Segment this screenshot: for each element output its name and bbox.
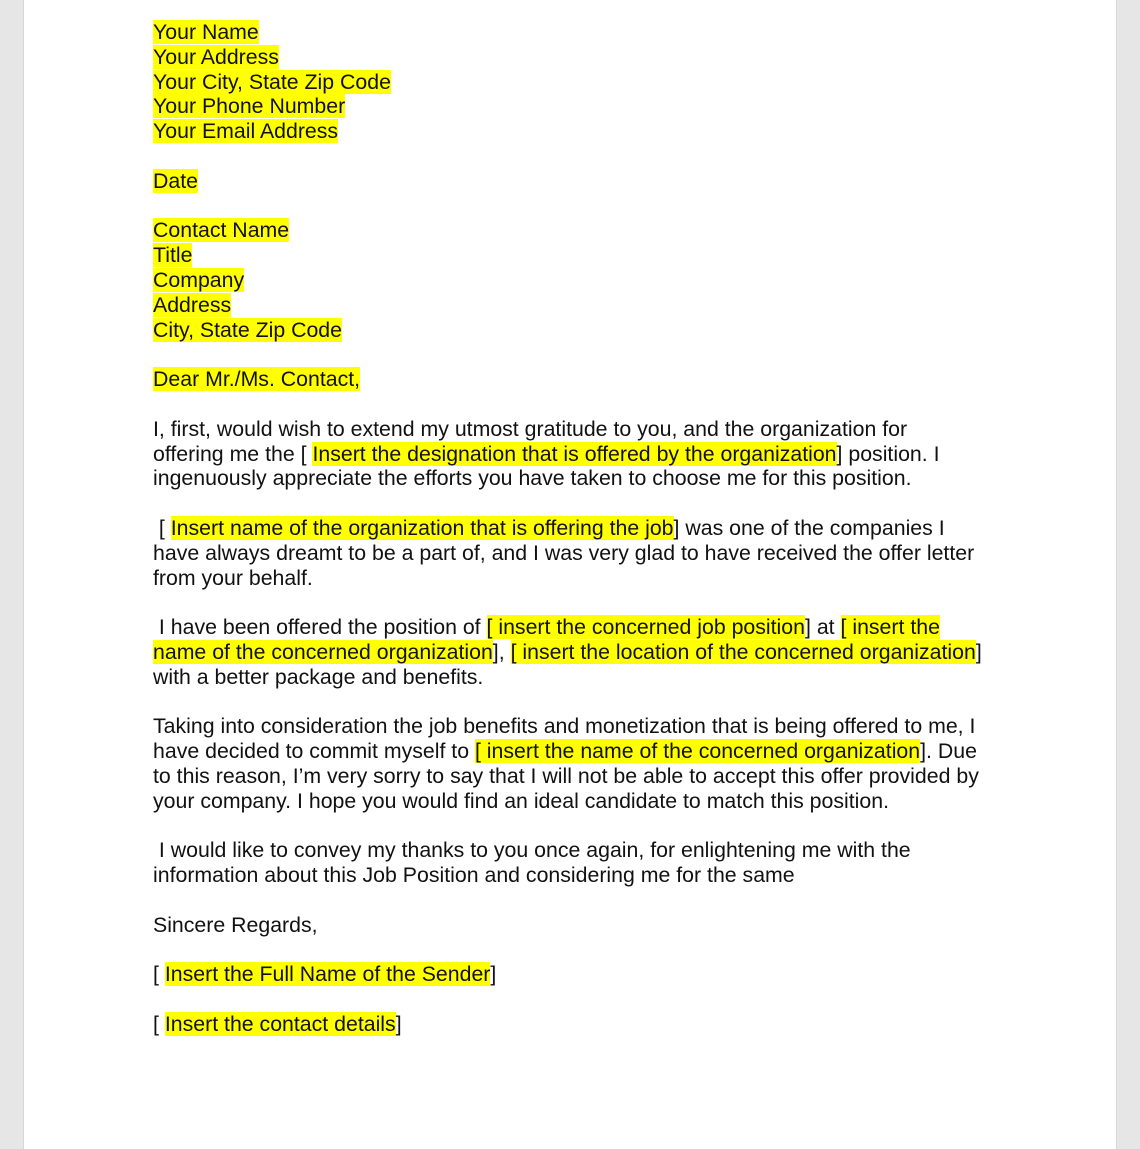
paragraph-thanks	[153, 838, 998, 888]
paragraph-line: from your behalf.	[153, 565, 313, 590]
sender-name: Your Name	[153, 20, 259, 44]
paragraph-organization	[153, 516, 998, 590]
paragraph-other-offer	[153, 615, 998, 689]
recipient-company: Company	[153, 267, 245, 292]
recipient-address: Address	[153, 292, 232, 317]
sender-block	[153, 20, 998, 144]
sender-address: Your Address	[153, 44, 279, 69]
organization-placeholder: Insert name of the organization that is offering the job	[170, 515, 674, 540]
committed-org-placeholder: [ insert the name of the concerned organization	[474, 739, 921, 764]
recipient-block	[153, 218, 998, 342]
recipient-city-state-zip: City, State Zip Code	[153, 317, 342, 342]
letter-date: Date	[153, 168, 198, 193]
sender-email: Your Email Address	[153, 119, 339, 144]
salutation: Dear Mr./Ms. Contact,	[153, 367, 361, 392]
letter-body	[153, 20, 998, 1037]
paragraph-line: information about this Job Position and considering me for the same	[153, 863, 795, 888]
designation-placeholder: Insert the designation that is offered by the organization	[312, 441, 837, 466]
paragraph-line: to this reason, I’m very sorry to say that I will not be able to accept this offer provided by	[153, 763, 979, 788]
closing: Sincere Regards,	[153, 912, 318, 937]
paragraph-line: Taking into consideration the job benefits and monetization that is being offered to me, I	[153, 714, 976, 739]
paragraph-line: I would like to convey my thanks to you once again, for enlightening me with the	[153, 838, 911, 863]
paragraph-gratitude	[153, 417, 998, 491]
paragraph-line: I have been offered the position of [ insert the concerned job position] at [ insert the	[153, 615, 940, 640]
sender-city-state-zip: Your City, State Zip Code	[153, 69, 391, 94]
recipient-contact-name: Contact Name	[153, 218, 290, 243]
concerned-org-placeholder: [ insert the	[840, 615, 940, 640]
paragraph-line: I, first, would wish to extend my utmost gratitude to you, and the organization for	[153, 416, 908, 441]
document-page	[23, 0, 1117, 1149]
sender-phone: Your Phone Number	[153, 94, 346, 119]
paragraph-line: have always dreamt to be a part of, and I was very glad to have received the offer letter	[153, 540, 975, 565]
sender-full-name-placeholder: Insert the Full Name of the Sender	[164, 962, 491, 987]
paragraph-decline	[153, 714, 998, 813]
concerned-org-placeholder-cont: name of the concerned organization	[153, 639, 493, 664]
paragraph-line: [ Insert name of the organization that is offering the job] was one of the companies I	[153, 515, 945, 540]
contact-details-placeholder: Insert the contact details	[164, 1011, 396, 1036]
paragraph-line: with a better package and benefits.	[153, 664, 484, 689]
job-position-placeholder: [ insert the concerned job position	[486, 615, 805, 640]
paragraph-line: name of the concerned organization], [ insert the location of the concerned organization]	[153, 639, 982, 664]
signature-line: [ Insert the Full Name of the Sender]	[153, 962, 497, 987]
recipient-title: Title	[153, 243, 193, 268]
paragraph-line: your company. I hope you would find an ideal candidate to match this position.	[153, 788, 889, 813]
contact-details-line: [ Insert the contact details]	[153, 1011, 402, 1036]
paragraph-line: offering me the [ Insert the designation that is offered by the organization] position. I	[153, 441, 940, 466]
location-placeholder: [ insert the location of the concerned organization	[510, 639, 976, 664]
paragraph-line: ingenuously appreciate the efforts you have taken to choose me for this position.	[153, 466, 912, 491]
paragraph-line: have decided to commit myself to [ insert the name of the concerned organization]. Due	[153, 739, 977, 764]
